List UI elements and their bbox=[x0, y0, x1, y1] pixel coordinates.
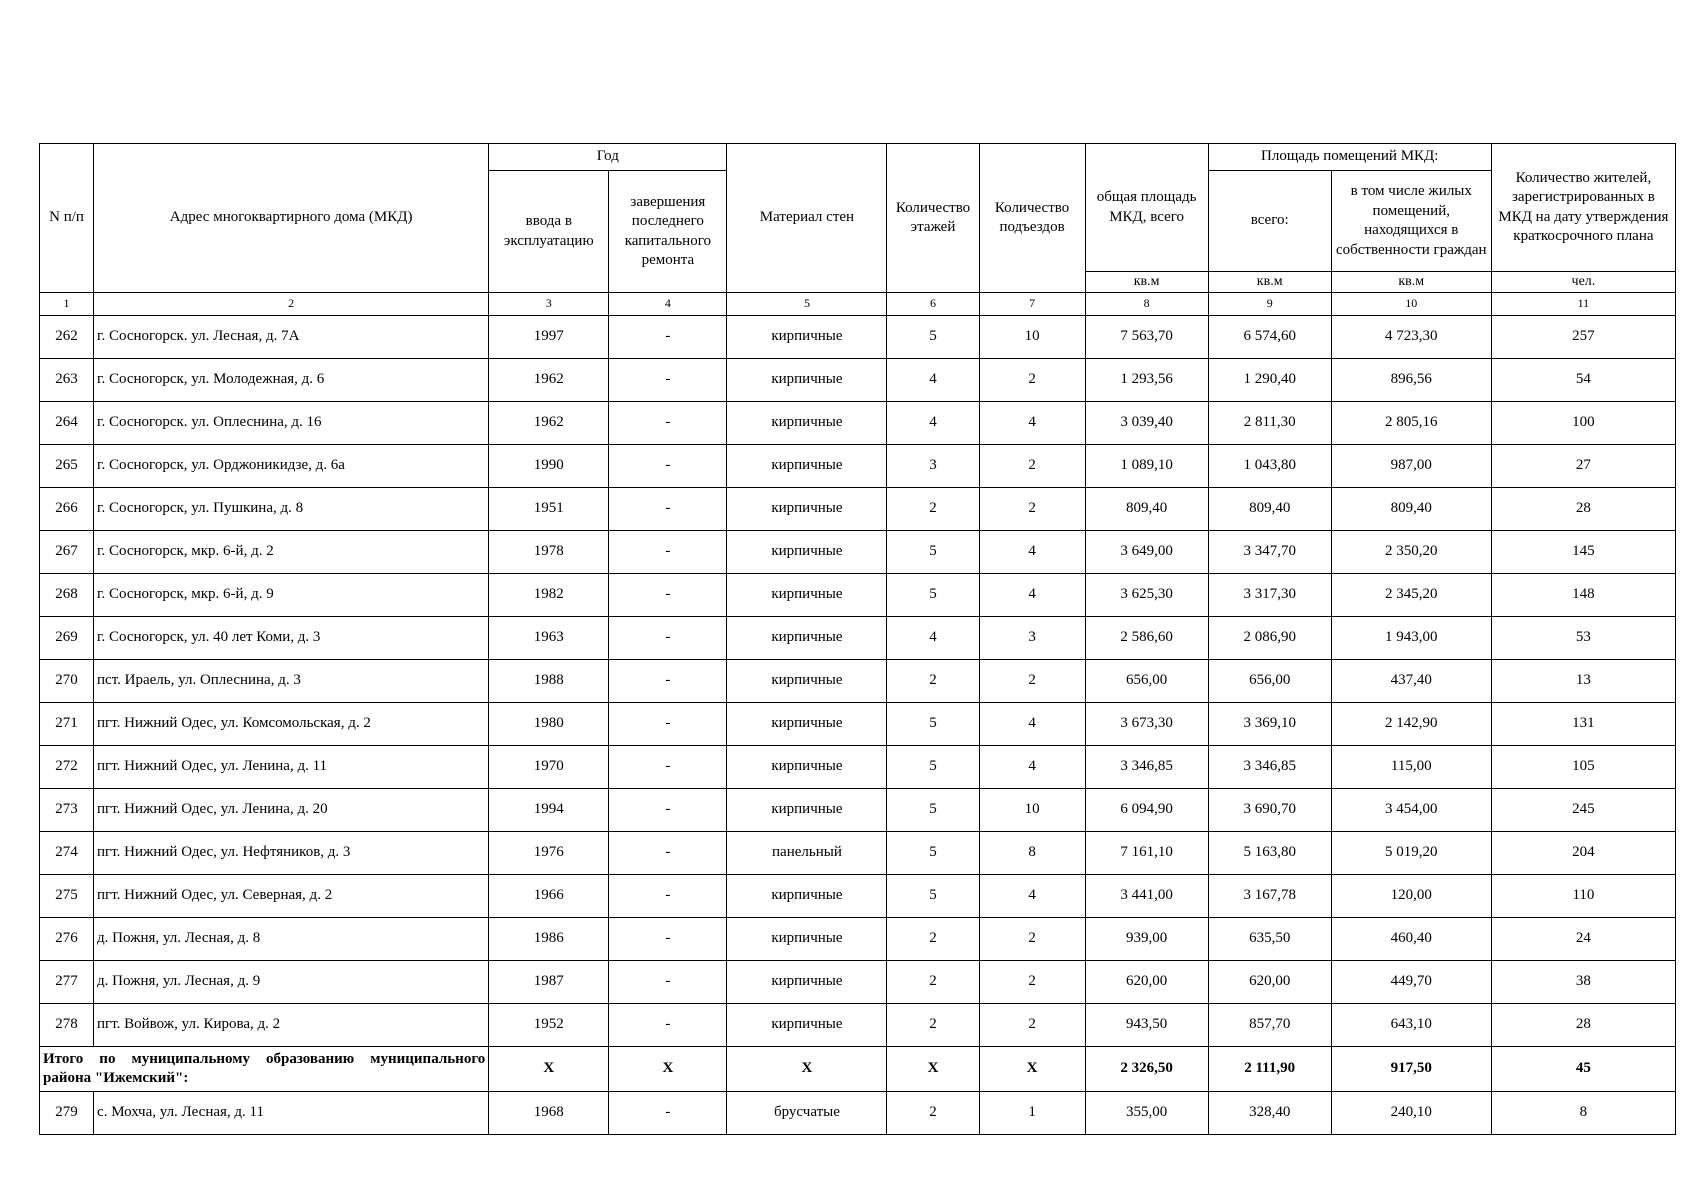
cell-floors: 5 bbox=[887, 832, 979, 875]
cell-floors: 5 bbox=[887, 531, 979, 574]
cell-area-all: 635,50 bbox=[1208, 918, 1331, 961]
header-premises-residential: в том числе жилых помещений, находящихся в собственности граждан bbox=[1331, 171, 1491, 272]
table-row bbox=[40, 531, 1676, 574]
cell-repair: - bbox=[609, 359, 727, 402]
cell-repair: - bbox=[609, 961, 727, 1004]
header-premises-total: всего: bbox=[1208, 171, 1331, 272]
cell-address: г. Сосногорск, ул. 40 лет Коми, д. 3 bbox=[94, 617, 489, 660]
column-number: 8 bbox=[1085, 293, 1208, 316]
cell-total-area: 2 586,60 bbox=[1085, 617, 1208, 660]
cell-area-res: 896,56 bbox=[1331, 359, 1491, 402]
cell-residents: 13 bbox=[1491, 660, 1675, 703]
cell-residents: 245 bbox=[1491, 789, 1675, 832]
cell-address: пгт. Войвож, ул. Кирова, д. 2 bbox=[94, 1004, 489, 1047]
header-row-1 bbox=[40, 144, 1676, 171]
cell-n: 267 bbox=[40, 531, 94, 574]
cell-address: г. Сосногорск, ул. Пушкина, д. 8 bbox=[94, 488, 489, 531]
cell-material: панельный bbox=[727, 832, 887, 875]
cell-material: кирпичные bbox=[727, 961, 887, 1004]
cell-address: г. Сосногорск, ул. Молодежная, д. 6 bbox=[94, 359, 489, 402]
cell-year: 1978 bbox=[489, 531, 609, 574]
cell-n: 270 bbox=[40, 660, 94, 703]
table-row bbox=[40, 746, 1676, 789]
cell-year: 1994 bbox=[489, 789, 609, 832]
table-row bbox=[40, 316, 1676, 359]
table-row bbox=[40, 875, 1676, 918]
cell-total-area: 7 161,10 bbox=[1085, 832, 1208, 875]
cell-residents: 145 bbox=[1491, 531, 1675, 574]
cell-entrances: 10 bbox=[979, 789, 1085, 832]
cell-area-all: 328,40 bbox=[1208, 1092, 1331, 1135]
cell-residents: 28 bbox=[1491, 1004, 1675, 1047]
cell-residents: 54 bbox=[1491, 359, 1675, 402]
cell-floors: 2 bbox=[887, 961, 979, 1004]
cell-material: кирпичные bbox=[727, 746, 887, 789]
cell-residents: 38 bbox=[1491, 961, 1675, 1004]
cell-residents: 24 bbox=[1491, 918, 1675, 961]
cell-address: д. Пожня, ул. Лесная, д. 9 bbox=[94, 961, 489, 1004]
cell-entrances: 2 bbox=[979, 660, 1085, 703]
header-premises-area: Площадь помещений МКД: bbox=[1208, 144, 1491, 171]
cell-n: 264 bbox=[40, 402, 94, 445]
cell-entrances: 4 bbox=[979, 746, 1085, 789]
total-year: X bbox=[489, 1047, 609, 1092]
cell-total-area: 7 563,70 bbox=[1085, 316, 1208, 359]
cell-area-res: 437,40 bbox=[1331, 660, 1491, 703]
total-total-area: 2 326,50 bbox=[1085, 1047, 1208, 1092]
cell-total-area: 3 649,00 bbox=[1085, 531, 1208, 574]
cell-area-all: 809,40 bbox=[1208, 488, 1331, 531]
cell-entrances: 2 bbox=[979, 359, 1085, 402]
cell-year: 1980 bbox=[489, 703, 609, 746]
cell-area-res: 460,40 bbox=[1331, 918, 1491, 961]
table-row bbox=[40, 1004, 1676, 1047]
cell-area-res: 3 454,00 bbox=[1331, 789, 1491, 832]
cell-address: пгт. Нижний Одес, ул. Ленина, д. 20 bbox=[94, 789, 489, 832]
cell-entrances: 4 bbox=[979, 703, 1085, 746]
cell-area-all: 3 167,78 bbox=[1208, 875, 1331, 918]
cell-material: кирпичные bbox=[727, 703, 887, 746]
cell-n: 263 bbox=[40, 359, 94, 402]
cell-n: 273 bbox=[40, 789, 94, 832]
cell-repair: - bbox=[609, 832, 727, 875]
header-year-commission: ввода в эксплуатацию bbox=[489, 171, 609, 293]
cell-total-area: 3 673,30 bbox=[1085, 703, 1208, 746]
cell-repair: - bbox=[609, 402, 727, 445]
cell-entrances: 2 bbox=[979, 445, 1085, 488]
table-row bbox=[40, 402, 1676, 445]
cell-n: 266 bbox=[40, 488, 94, 531]
cell-year: 1952 bbox=[489, 1004, 609, 1047]
cell-n: 269 bbox=[40, 617, 94, 660]
mkd-registry-table bbox=[39, 143, 1676, 1135]
cell-area-res: 809,40 bbox=[1331, 488, 1491, 531]
cell-area-res: 1 943,00 bbox=[1331, 617, 1491, 660]
cell-area-res: 5 019,20 bbox=[1331, 832, 1491, 875]
cell-address: пгт. Нижний Одес, ул. Ленина, д. 11 bbox=[94, 746, 489, 789]
cell-residents: 8 bbox=[1491, 1092, 1675, 1135]
cell-n: 275 bbox=[40, 875, 94, 918]
header-entrances: Количество подъездов bbox=[979, 144, 1085, 293]
column-number: 11 bbox=[1491, 293, 1675, 316]
cell-entrances: 4 bbox=[979, 875, 1085, 918]
table-row bbox=[40, 660, 1676, 703]
cell-material: кирпичные bbox=[727, 402, 887, 445]
unit-residents: чел. bbox=[1491, 272, 1675, 293]
total-residents: 45 bbox=[1491, 1047, 1675, 1092]
cell-area-all: 5 163,80 bbox=[1208, 832, 1331, 875]
cell-address: г. Сосногорск. ул. Лесная, д. 7А bbox=[94, 316, 489, 359]
cell-area-res: 2 350,20 bbox=[1331, 531, 1491, 574]
table-row bbox=[40, 574, 1676, 617]
cell-repair: - bbox=[609, 488, 727, 531]
column-number: 9 bbox=[1208, 293, 1331, 316]
header-total-area: общая площадь МКД, всего bbox=[1085, 144, 1208, 272]
cell-address: г. Сосногорск, мкр. 6-й, д. 9 bbox=[94, 574, 489, 617]
column-number: 5 bbox=[727, 293, 887, 316]
cell-repair: - bbox=[609, 703, 727, 746]
cell-n: 262 bbox=[40, 316, 94, 359]
cell-total-area: 3 346,85 bbox=[1085, 746, 1208, 789]
cell-floors: 5 bbox=[887, 703, 979, 746]
cell-floors: 4 bbox=[887, 617, 979, 660]
header-wall-material: Материал стен bbox=[727, 144, 887, 293]
cell-n: 265 bbox=[40, 445, 94, 488]
cell-material: кирпичные bbox=[727, 359, 887, 402]
column-numbers-row bbox=[40, 293, 1676, 316]
table-row bbox=[40, 1092, 1676, 1135]
cell-residents: 131 bbox=[1491, 703, 1675, 746]
cell-repair: - bbox=[609, 1092, 727, 1135]
header-year: Год bbox=[489, 144, 727, 171]
cell-year: 1990 bbox=[489, 445, 609, 488]
cell-repair: - bbox=[609, 316, 727, 359]
total-entrances: X bbox=[979, 1047, 1085, 1092]
cell-year: 1997 bbox=[489, 316, 609, 359]
cell-area-all: 2 086,90 bbox=[1208, 617, 1331, 660]
column-number: 1 bbox=[40, 293, 94, 316]
table-row bbox=[40, 359, 1676, 402]
cell-year: 1951 bbox=[489, 488, 609, 531]
cell-area-all: 3 369,10 bbox=[1208, 703, 1331, 746]
cell-material: кирпичные bbox=[727, 1004, 887, 1047]
cell-address: д. Пожня, ул. Лесная, д. 8 bbox=[94, 918, 489, 961]
cell-area-res: 120,00 bbox=[1331, 875, 1491, 918]
cell-repair: - bbox=[609, 875, 727, 918]
cell-year: 1962 bbox=[489, 359, 609, 402]
column-number: 3 bbox=[489, 293, 609, 316]
column-number: 7 bbox=[979, 293, 1085, 316]
cell-entrances: 4 bbox=[979, 574, 1085, 617]
cell-year: 1988 bbox=[489, 660, 609, 703]
cell-residents: 257 bbox=[1491, 316, 1675, 359]
cell-material: кирпичные bbox=[727, 617, 887, 660]
cell-floors: 5 bbox=[887, 574, 979, 617]
cell-year: 1986 bbox=[489, 918, 609, 961]
cell-entrances: 2 bbox=[979, 961, 1085, 1004]
cell-area-all: 857,70 bbox=[1208, 1004, 1331, 1047]
cell-address: пгт. Нижний Одес, ул. Комсомольская, д. 2 bbox=[94, 703, 489, 746]
cell-residents: 28 bbox=[1491, 488, 1675, 531]
cell-area-res: 240,10 bbox=[1331, 1092, 1491, 1135]
cell-entrances: 2 bbox=[979, 918, 1085, 961]
cell-total-area: 943,50 bbox=[1085, 1004, 1208, 1047]
cell-material: брусчатые bbox=[727, 1092, 887, 1135]
cell-residents: 53 bbox=[1491, 617, 1675, 660]
cell-total-area: 656,00 bbox=[1085, 660, 1208, 703]
cell-total-area: 3 039,40 bbox=[1085, 402, 1208, 445]
column-number: 2 bbox=[94, 293, 489, 316]
cell-area-res: 2 142,90 bbox=[1331, 703, 1491, 746]
cell-area-all: 6 574,60 bbox=[1208, 316, 1331, 359]
cell-area-res: 2 345,20 bbox=[1331, 574, 1491, 617]
cell-area-all: 1 043,80 bbox=[1208, 445, 1331, 488]
cell-entrances: 1 bbox=[979, 1092, 1085, 1135]
cell-material: кирпичные bbox=[727, 875, 887, 918]
table-row bbox=[40, 617, 1676, 660]
cell-floors: 5 bbox=[887, 875, 979, 918]
cell-n: 278 bbox=[40, 1004, 94, 1047]
table-row bbox=[40, 445, 1676, 488]
total-material: X bbox=[727, 1047, 887, 1092]
cell-total-area: 355,00 bbox=[1085, 1092, 1208, 1135]
cell-area-all: 3 317,30 bbox=[1208, 574, 1331, 617]
cell-address: г. Сосногорск, ул. Орджоникидзе, д. 6а bbox=[94, 445, 489, 488]
cell-repair: - bbox=[609, 660, 727, 703]
cell-area-res: 4 723,30 bbox=[1331, 316, 1491, 359]
header-num: N п/п bbox=[40, 144, 94, 293]
cell-repair: - bbox=[609, 617, 727, 660]
cell-material: кирпичные bbox=[727, 531, 887, 574]
cell-material: кирпичные bbox=[727, 488, 887, 531]
table-row bbox=[40, 703, 1676, 746]
cell-year: 1970 bbox=[489, 746, 609, 789]
cell-material: кирпичные bbox=[727, 918, 887, 961]
cell-residents: 100 bbox=[1491, 402, 1675, 445]
cell-material: кирпичные bbox=[727, 316, 887, 359]
table-row bbox=[40, 488, 1676, 531]
cell-residents: 204 bbox=[1491, 832, 1675, 875]
cell-floors: 2 bbox=[887, 1092, 979, 1135]
cell-address: г. Сосногорск. ул. Оплеснина, д. 16 bbox=[94, 402, 489, 445]
cell-residents: 27 bbox=[1491, 445, 1675, 488]
cell-entrances: 3 bbox=[979, 617, 1085, 660]
cell-total-area: 1 089,10 bbox=[1085, 445, 1208, 488]
cell-n: 276 bbox=[40, 918, 94, 961]
column-number: 4 bbox=[609, 293, 727, 316]
cell-area-res: 643,10 bbox=[1331, 1004, 1491, 1047]
table-row bbox=[40, 789, 1676, 832]
cell-entrances: 4 bbox=[979, 402, 1085, 445]
cell-year: 1982 bbox=[489, 574, 609, 617]
cell-area-all: 3 346,85 bbox=[1208, 746, 1331, 789]
column-number: 6 bbox=[887, 293, 979, 316]
cell-total-area: 809,40 bbox=[1085, 488, 1208, 531]
cell-repair: - bbox=[609, 746, 727, 789]
cell-year: 1962 bbox=[489, 402, 609, 445]
cell-area-all: 2 811,30 bbox=[1208, 402, 1331, 445]
cell-area-res: 449,70 bbox=[1331, 961, 1491, 1004]
cell-total-area: 1 293,56 bbox=[1085, 359, 1208, 402]
cell-floors: 5 bbox=[887, 316, 979, 359]
cell-floors: 2 bbox=[887, 660, 979, 703]
cell-floors: 3 bbox=[887, 445, 979, 488]
cell-year: 1963 bbox=[489, 617, 609, 660]
cell-total-area: 939,00 bbox=[1085, 918, 1208, 961]
cell-residents: 110 bbox=[1491, 875, 1675, 918]
header-floors: Количество этажей bbox=[887, 144, 979, 293]
cell-floors: 2 bbox=[887, 488, 979, 531]
cell-n: 279 bbox=[40, 1092, 94, 1135]
cell-floors: 4 bbox=[887, 359, 979, 402]
unit-premises-total: кв.м bbox=[1208, 272, 1331, 293]
cell-address: г. Сосногорск, мкр. 6-й, д. 2 bbox=[94, 531, 489, 574]
cell-address: пгт. Нижний Одес, ул. Нефтяников, д. 3 bbox=[94, 832, 489, 875]
cell-address: пгт. Нижний Одес, ул. Северная, д. 2 bbox=[94, 875, 489, 918]
cell-n: 277 bbox=[40, 961, 94, 1004]
cell-repair: - bbox=[609, 918, 727, 961]
cell-area-all: 1 290,40 bbox=[1208, 359, 1331, 402]
total-repair: X bbox=[609, 1047, 727, 1092]
cell-area-res: 2 805,16 bbox=[1331, 402, 1491, 445]
cell-material: кирпичные bbox=[727, 660, 887, 703]
header-year-repair: завершения последнего капитального ремонта bbox=[609, 171, 727, 293]
table-row bbox=[40, 832, 1676, 875]
cell-repair: - bbox=[609, 445, 727, 488]
cell-residents: 105 bbox=[1491, 746, 1675, 789]
cell-area-res: 987,00 bbox=[1331, 445, 1491, 488]
unit-total-area: кв.м bbox=[1085, 272, 1208, 293]
table-row bbox=[40, 961, 1676, 1004]
cell-n: 271 bbox=[40, 703, 94, 746]
cell-area-res: 115,00 bbox=[1331, 746, 1491, 789]
total-area-res: 917,50 bbox=[1331, 1047, 1491, 1092]
cell-total-area: 3 441,00 bbox=[1085, 875, 1208, 918]
cell-floors: 5 bbox=[887, 789, 979, 832]
cell-n: 272 bbox=[40, 746, 94, 789]
cell-repair: - bbox=[609, 574, 727, 617]
total-area-all: 2 111,90 bbox=[1208, 1047, 1331, 1092]
cell-entrances: 2 bbox=[979, 1004, 1085, 1047]
cell-repair: - bbox=[609, 1004, 727, 1047]
cell-entrances: 4 bbox=[979, 531, 1085, 574]
total-floors: X bbox=[887, 1047, 979, 1092]
total-label: Итого по муниципальному образованию муниципального района "Ижемский": bbox=[40, 1047, 489, 1092]
cell-year: 1987 bbox=[489, 961, 609, 1004]
cell-floors: 2 bbox=[887, 1004, 979, 1047]
unit-premises-residential: кв.м bbox=[1331, 272, 1491, 293]
cell-year: 1976 bbox=[489, 832, 609, 875]
header-residents: Количество жителей, зарегистрированных в МКД на дату утверждения краткосрочного плана bbox=[1491, 144, 1675, 272]
header-address: Адрес многоквартирного дома (МКД) bbox=[94, 144, 489, 293]
cell-total-area: 3 625,30 bbox=[1085, 574, 1208, 617]
cell-floors: 2 bbox=[887, 918, 979, 961]
table-row bbox=[40, 918, 1676, 961]
cell-material: кирпичные bbox=[727, 789, 887, 832]
cell-area-all: 3 690,70 bbox=[1208, 789, 1331, 832]
cell-year: 1968 bbox=[489, 1092, 609, 1135]
cell-n: 268 bbox=[40, 574, 94, 617]
column-number: 10 bbox=[1331, 293, 1491, 316]
cell-material: кирпичные bbox=[727, 574, 887, 617]
cell-entrances: 2 bbox=[979, 488, 1085, 531]
cell-floors: 5 bbox=[887, 746, 979, 789]
total-row bbox=[40, 1047, 1676, 1092]
cell-area-all: 620,00 bbox=[1208, 961, 1331, 1004]
cell-repair: - bbox=[609, 789, 727, 832]
cell-address: пст. Ираель, ул. Оплеснина, д. 3 bbox=[94, 660, 489, 703]
cell-residents: 148 bbox=[1491, 574, 1675, 617]
cell-material: кирпичные bbox=[727, 445, 887, 488]
cell-total-area: 620,00 bbox=[1085, 961, 1208, 1004]
cell-area-all: 656,00 bbox=[1208, 660, 1331, 703]
cell-total-area: 6 094,90 bbox=[1085, 789, 1208, 832]
cell-repair: - bbox=[609, 531, 727, 574]
cell-entrances: 10 bbox=[979, 316, 1085, 359]
cell-floors: 4 bbox=[887, 402, 979, 445]
cell-area-all: 3 347,70 bbox=[1208, 531, 1331, 574]
cell-year: 1966 bbox=[489, 875, 609, 918]
cell-address: с. Мохча, ул. Лесная, д. 11 bbox=[94, 1092, 489, 1135]
cell-entrances: 8 bbox=[979, 832, 1085, 875]
cell-n: 274 bbox=[40, 832, 94, 875]
